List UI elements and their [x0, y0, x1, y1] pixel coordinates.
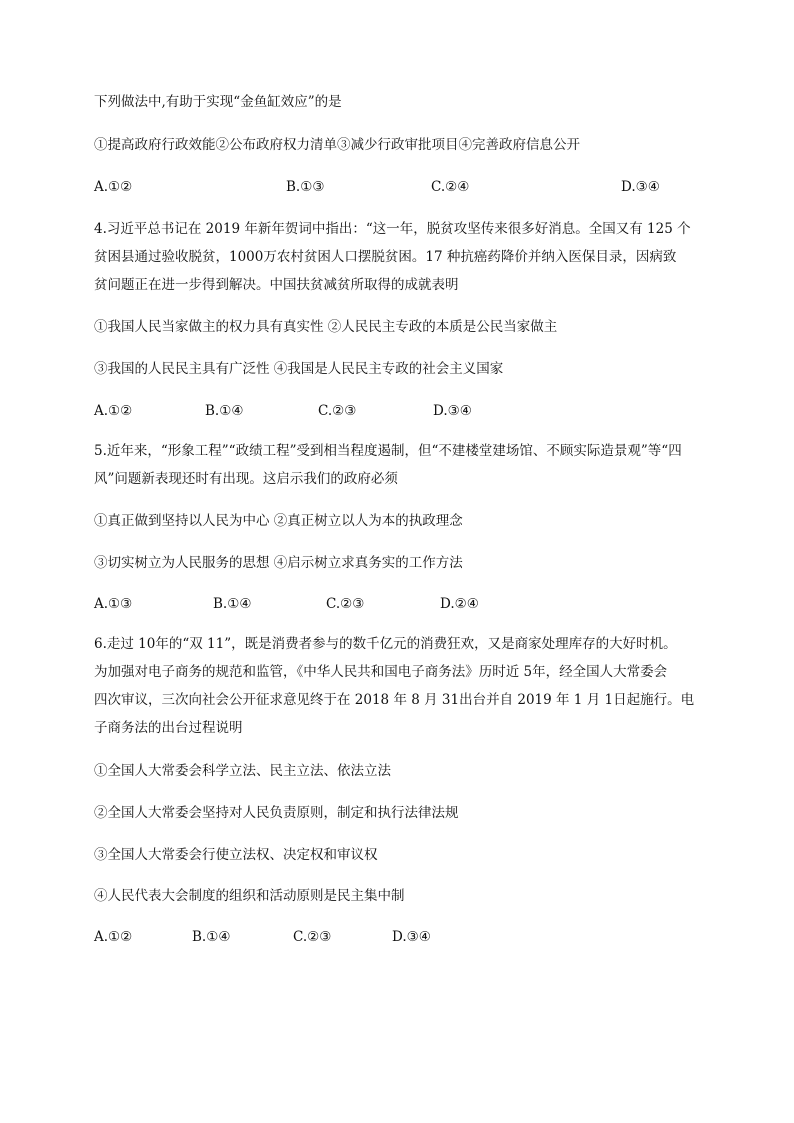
q4-option-b: B.①④: [205, 403, 244, 419]
q4-option-a: A.①②: [94, 403, 133, 419]
q6-stem-line: 子商务法的出台过程说明: [94, 720, 243, 736]
q5-option-c: C.②③: [326, 596, 365, 612]
q4-option-d: D.③④: [433, 403, 472, 419]
q4-statement-line: ①我国人民当家做主的权力具有真实性 ②人民民主专政的本质是公民当家做主: [94, 319, 558, 335]
q4-stem-line: 4.习近平总书记在 2019 年新年贺词中指出：“这一年，脱贫攻坚传来很多好消息。全国又有 125 个: [94, 221, 691, 237]
q5-option-a: A.①③: [94, 596, 133, 612]
q5-option-b: B.①④: [213, 596, 252, 612]
q3-option-d: D.③④: [621, 179, 660, 195]
q5-stem-line: 5.近年来，“形象工程”“政绩工程”受到相当程度遏制，但“不建楼堂建场馆、不顾实际造景观”等“四: [94, 443, 682, 459]
q6-option-c: C.②③: [293, 929, 332, 945]
q5-stem-line: 风”问题新表现还时有出现。这启示我们的政府必须: [94, 471, 398, 487]
q6-statement-line: ④人民代表大会制度的组织和活动原则是民主集中制: [94, 888, 405, 904]
q6-statement-line: ①全国人大常委会科学立法、民主立法、依法立法: [94, 763, 391, 779]
q3-stem: 下列做法中,有助于实现“金鱼缸效应”的是: [94, 94, 342, 110]
q4-option-c: C.②③: [318, 403, 357, 419]
q6-stem-line: 6.走过 10年的“双 11”，既是消费者参与的数千亿元的消费狂欢，又是商家处理库存的大好时机。: [94, 636, 677, 652]
q4-stem-line: 贫困县通过验收脱贫，1000万农村贫困人口摆脱贫困。17 种抗癌药降价并纳入医保目录，因病致: [94, 249, 677, 265]
q6-statement-line: ③全国人大常委会行使立法权、决定权和审议权: [94, 847, 378, 863]
q6-option-b: B.①④: [192, 929, 231, 945]
q3-option-c: C.②④: [431, 179, 470, 195]
q5-statement-line: ③切实树立为人民服务的思想 ④启示树立求真务实的工作方法: [94, 555, 463, 571]
q6-option-a: A.①②: [94, 929, 133, 945]
q5-statement-line: ①真正做到坚持以人民为中心 ②真正树立以人为本的执政理念: [94, 513, 463, 529]
q3-option-a: A.①②: [94, 179, 133, 195]
q3-statements: ①提高政府行政效能②公布政府权力清单③减少行政审批项目④完善政府信息公开: [94, 137, 580, 153]
q6-statement-line: ②全国人大常委会坚持对人民负责原则，制定和执行法律法规: [94, 805, 459, 821]
q3-option-b: B.①③: [286, 179, 325, 195]
q6-option-d: D.③④: [392, 929, 431, 945]
q4-statement-line: ③我国的人民民主具有广泛性 ④我国是人民民主专政的社会主义国家: [94, 361, 504, 377]
q6-stem-line: 为加强对电子商务的规范和监管，《中华人民共和国电子商务法》历时近 5年，经全国人大常委会: [94, 664, 668, 680]
q6-stem-line: 四次审议，三次向社会公开征求意见终于在 2018 年 8 月 31出台并自 2019 年 1 月 1日起施行。电: [94, 692, 695, 708]
q5-option-d: D.②④: [440, 596, 479, 612]
q4-stem-line: 贫问题正在进一步得到解决。中国扶贫减贫所取得的成就表明: [94, 277, 459, 293]
